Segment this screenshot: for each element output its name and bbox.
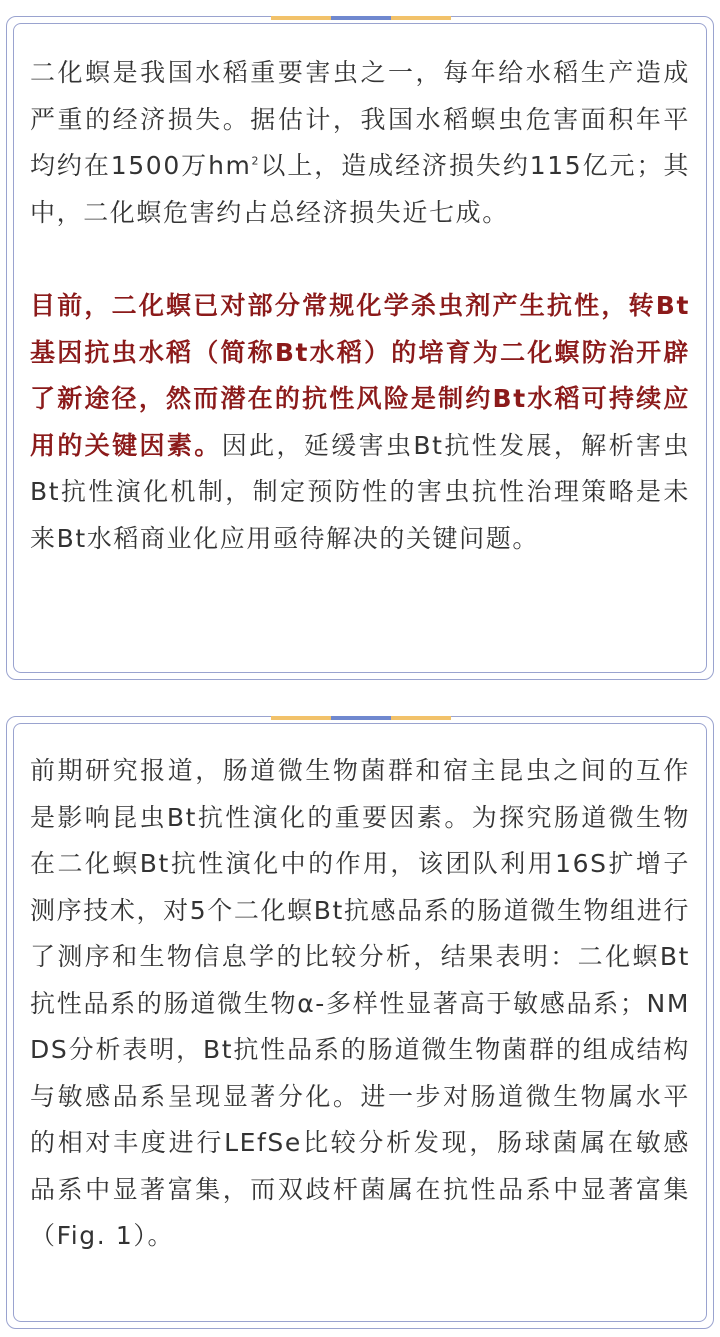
paragraph-bt-resistance-risk [30, 283, 690, 562]
intro-card-content [13, 23, 707, 673]
decoration-segment-middle [331, 16, 391, 20]
research-card [6, 716, 714, 1329]
superscript-2: 2 [251, 154, 261, 168]
decoration-segment-middle [331, 716, 391, 720]
decoration-segment-left [271, 716, 331, 720]
paragraph-text-normal: 因此，延缓害虫Bt抗性发展，解析害虫Bt抗性演化机制，制定预防性的害虫抗性治理策略是未来Bt水稻商业化应用亟待解决的关键问题。 [30, 430, 691, 553]
decoration-segment-right [391, 716, 451, 720]
decoration-segment-left [271, 16, 331, 20]
card-top-decoration [271, 16, 451, 20]
decoration-segment-right [391, 16, 451, 20]
paragraph-gut-microbiota-study: 前期研究报道，肠道微生物菌群和宿主昆虫之间的互作是影响昆虫Bt抗性演化的重要因素。为探究肠道微生物在二化螟Bt抗性演化中的作用，该团队利用16S扩增子测序技术，对5个二化螟Bt抗感品系的肠道微生物组进行了测序和生物信息学的比较分析，结果表明：二化螟Bt抗性品系的肠道微生物α-多样性显著高于敏感品系；NMDS分析表明，Bt抗性品系的肠道微生物菌群的组成结构与敏感品系呈现显著分化。进一步对肠道微生物属水平的相对丰度进行LEfSe比较分析发现，肠球菌属在敏感品系中显著富集，而双歧杆菌属在抗性品系中显著富集（Fig. 1）。 [30, 756, 690, 1250]
paragraph-text-rest: 以上，造成经济损失约115亿元；其中，二化螟危害约占总经济损失近七成。 [30, 151, 690, 227]
intro-card [6, 16, 714, 680]
emphasis-text: 目前，二化螟已对部分常规化学杀虫剂产生抗性，转Bt基因抗虫水稻（简称Bt水稻）的培育为二化螟防治开辟了新途径，然而潜在的抗性风险是制约Bt水稻可持续应用的关键因素。 [30, 291, 690, 460]
paragraph-rice-stem-borer-damage [30, 50, 690, 236]
research-card-content [13, 723, 707, 1322]
card-top-decoration [271, 716, 451, 720]
paragraph-text-main: 二化螟是我国水稻重要害虫之一，每年给水稻生产造成严重的经济损失。据估计，我国水稻螟虫危害面积年平均约在1500万hm [30, 58, 690, 180]
